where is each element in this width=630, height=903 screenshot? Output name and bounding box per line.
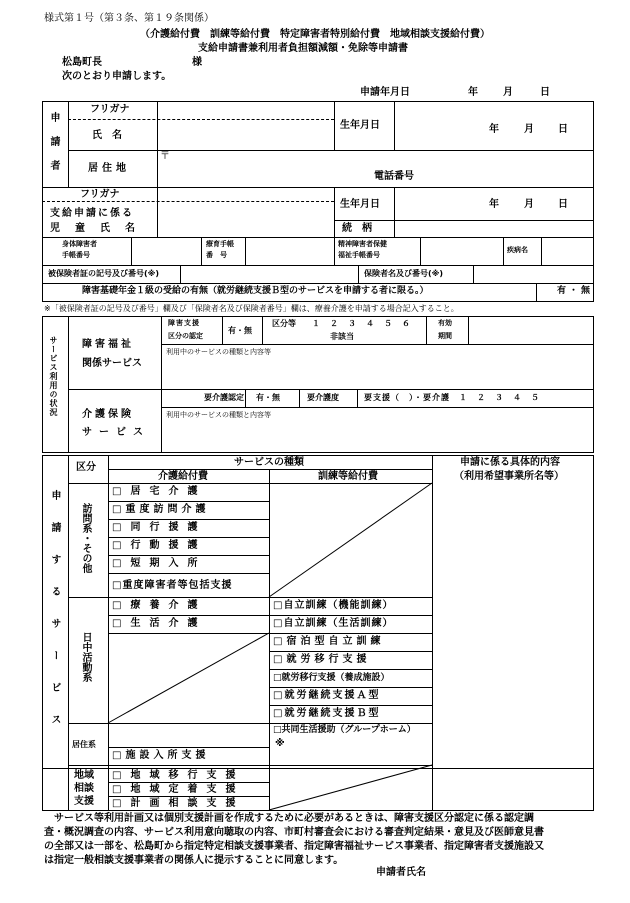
service-living-care: □生活介護 bbox=[112, 618, 207, 629]
date-day: 日 bbox=[540, 87, 550, 98]
applicant-birth-day: 日 bbox=[558, 124, 568, 135]
applicant-birth-month: 月 bbox=[524, 124, 534, 135]
phone-label: 電話番号 bbox=[374, 171, 414, 182]
signature-label: 申請者氏名 bbox=[376, 867, 426, 878]
child-birth-label: 生年月日 bbox=[340, 199, 380, 210]
service-employment-a: □就労継続支援Ａ型 bbox=[273, 690, 381, 701]
service-severe-visit-care: □重度訪問介護 bbox=[112, 504, 210, 515]
valid-period-label-2: 期間 bbox=[438, 332, 452, 340]
kubun-label: 区分 bbox=[76, 462, 96, 473]
mental-card-label-1: 精神障害者保健 bbox=[338, 240, 387, 248]
rehab-card-label-2: 番 号 bbox=[206, 251, 227, 259]
specific-content-label-1: 申請に係る具体的内容 bbox=[460, 457, 560, 468]
physical-card-label-2: 手帳番号 bbox=[62, 251, 90, 259]
pension-value: 有・無 bbox=[557, 286, 594, 296]
child-relation-label: 続 柄 bbox=[342, 223, 372, 234]
welfare-in-use-label: 利用中のサービスの種類と内容等 bbox=[166, 348, 271, 356]
intro-text: 次のとおり申請します。 bbox=[62, 71, 172, 82]
consent-line-3: の全部又は一部を、松島町から指定特定相談支援事業者、指定障害福祉サービス事業者、指定障害者支援施設又 bbox=[44, 841, 544, 852]
applicant-birth-year: 年 bbox=[489, 124, 499, 135]
service-employment-transition-training: □就労移行支援（養成施設） bbox=[273, 673, 390, 683]
date-month: 月 bbox=[503, 87, 513, 98]
postal-mark: 〒 bbox=[160, 151, 170, 162]
valid-period-label-1: 有効 bbox=[438, 319, 452, 327]
services-side-label: 申請するサービス bbox=[49, 490, 60, 746]
class-numbers: １ ２ ３ ４ ５ ６ bbox=[312, 319, 411, 328]
date-year: 年 bbox=[468, 87, 478, 98]
community-category-label-1: 地域 bbox=[74, 770, 94, 781]
service-life-training: □自立訓練（生活訓練） bbox=[273, 618, 394, 629]
service-behavior-support: □行動援護 bbox=[112, 540, 207, 551]
addressee: 松島町長 bbox=[62, 57, 102, 68]
day-category-label: 日中活動系 bbox=[80, 632, 91, 682]
title-line-2: 支給申請書兼利用者負担額減額・免除等申請書 bbox=[198, 43, 408, 54]
care-cert-label: 要介護認定 bbox=[204, 393, 244, 402]
applicant-side-label: 申請者 bbox=[48, 112, 59, 184]
care-label-1: 介護保険 bbox=[82, 409, 134, 420]
child-furigana-label: フリガナ bbox=[80, 189, 120, 200]
service-group-home: □共同生活援助（グループホーム） bbox=[273, 725, 416, 735]
support-level-options: 要支援（ ）・要介護 １ ２ ３ ４ ５ bbox=[364, 393, 540, 402]
service-function-training: □自立訓練（機能訓練） bbox=[273, 600, 394, 611]
welfare-label-2: 関係サービス bbox=[82, 358, 142, 369]
service-home-care: □居宅介護 bbox=[112, 486, 207, 497]
form-number: 様式第１号（第３条、第１９条関係） bbox=[44, 13, 214, 24]
service-community-settlement: □地域定着支援 bbox=[112, 784, 245, 795]
residential-category-label: 居住系 bbox=[72, 740, 96, 749]
specific-content-label-2: （利用希望事業所名等） bbox=[454, 471, 564, 482]
consent-line-1: サービス等利用計画又は個別支援計画を作成するために必要があるときは、障害支援区分認定に係る認定調 bbox=[44, 813, 534, 824]
training-benefits-label: 訓練等給付費 bbox=[318, 471, 378, 482]
status-side-label: サービス利用の状況 bbox=[49, 336, 58, 417]
care-label-2: サービス bbox=[82, 427, 150, 438]
service-types-label: サービスの種類 bbox=[234, 457, 304, 468]
community-category-label-2: 相談 bbox=[74, 783, 94, 794]
service-short-stay: □短期入所 bbox=[112, 558, 207, 569]
child-label-1: 支給申請に係る bbox=[50, 208, 134, 219]
date-label: 申請年月日 bbox=[360, 87, 410, 98]
care-benefits-label: 介護給付費 bbox=[158, 471, 208, 482]
class-label: 区分等 bbox=[272, 319, 296, 328]
care-cert-yes-no: 有・無 bbox=[256, 393, 280, 402]
service-employment-transition: □就労移行支援 bbox=[273, 654, 371, 665]
applicant-name-label: 氏 名 bbox=[92, 130, 122, 141]
mental-card-label-2: 福祉手帳番号 bbox=[338, 251, 380, 259]
service-accompany-support: □同行援護 bbox=[112, 522, 207, 533]
child-birth-day: 日 bbox=[558, 199, 568, 210]
child-birth-month: 月 bbox=[524, 199, 534, 210]
applicant-birth-label: 生年月日 bbox=[340, 120, 380, 131]
insurer-label: 保険者名及び番号(※) bbox=[364, 269, 444, 278]
physical-card-label-1: 身体障害者 bbox=[62, 240, 97, 248]
classification-yes-no: 有・無 bbox=[228, 326, 252, 335]
pension-label: 障害基礎年金１級の受給の有無（就労継続支援Ｂ型のサービスを申請する者に限る。） bbox=[82, 286, 429, 296]
service-residential-training: □宿泊型自立訓練 bbox=[273, 636, 385, 647]
consent-line-2: 査・概況調査の内容、サービス利用意向聴取の内容、市町村審査会における審査判定結果・意見及び医師意見書 bbox=[44, 827, 544, 838]
community-category-label-3: 支援 bbox=[74, 796, 94, 807]
child-label-2: 児童氏名 bbox=[50, 223, 150, 234]
visit-category-label: 訪問系・その他 bbox=[80, 503, 91, 573]
care-level-label: 要介護度 bbox=[307, 393, 339, 402]
welfare-label-1: 障害福祉 bbox=[82, 339, 134, 350]
service-medical-care: □療養介護 bbox=[112, 600, 207, 611]
group-home-note-mark: ※ bbox=[275, 738, 285, 749]
classification-label-2: 区分の認定 bbox=[168, 332, 203, 340]
insurance-note: ※「被保険者証の記号及び番号」欄及び「保険者名及び保険者番号」欄は、療養介護を申請する場合記入すること。 bbox=[44, 304, 459, 313]
service-community-transition: □地域移行支援 bbox=[112, 770, 245, 781]
consent-line-4: は指定一般相談支援事業者の関係人に提示することに同意します。 bbox=[44, 855, 344, 866]
applicant-furigana-label: フリガナ bbox=[90, 104, 130, 115]
insurance-number-label: 被保険者証の記号及び番号(※) bbox=[48, 269, 160, 278]
service-plan-consultation: □計画相談支援 bbox=[112, 798, 245, 809]
classification-label-1: 障害支援 bbox=[168, 319, 200, 327]
service-employment-b: □就労継続支援Ｂ型 bbox=[273, 708, 381, 719]
care-in-use-label: 利用中のサービスの種類と内容等 bbox=[166, 411, 271, 419]
applicant-address-label: 居住地 bbox=[88, 163, 130, 174]
service-facility-admission: □施設入所支援 bbox=[112, 750, 210, 761]
disease-label: 疾病名 bbox=[507, 246, 528, 254]
rehab-card-label-1: 療育手帳 bbox=[206, 240, 234, 248]
title-line-1: （介護給付費 訓練等給付費 特定障害者特別給付費 地域相談支援給付費） bbox=[140, 29, 490, 40]
service-comprehensive-support: □重度障害者等包括支援 bbox=[112, 580, 233, 591]
class-non-applicable: 非該当 bbox=[330, 332, 354, 341]
child-birth-year: 年 bbox=[489, 199, 499, 210]
addressee-honorific: 様 bbox=[192, 57, 202, 68]
